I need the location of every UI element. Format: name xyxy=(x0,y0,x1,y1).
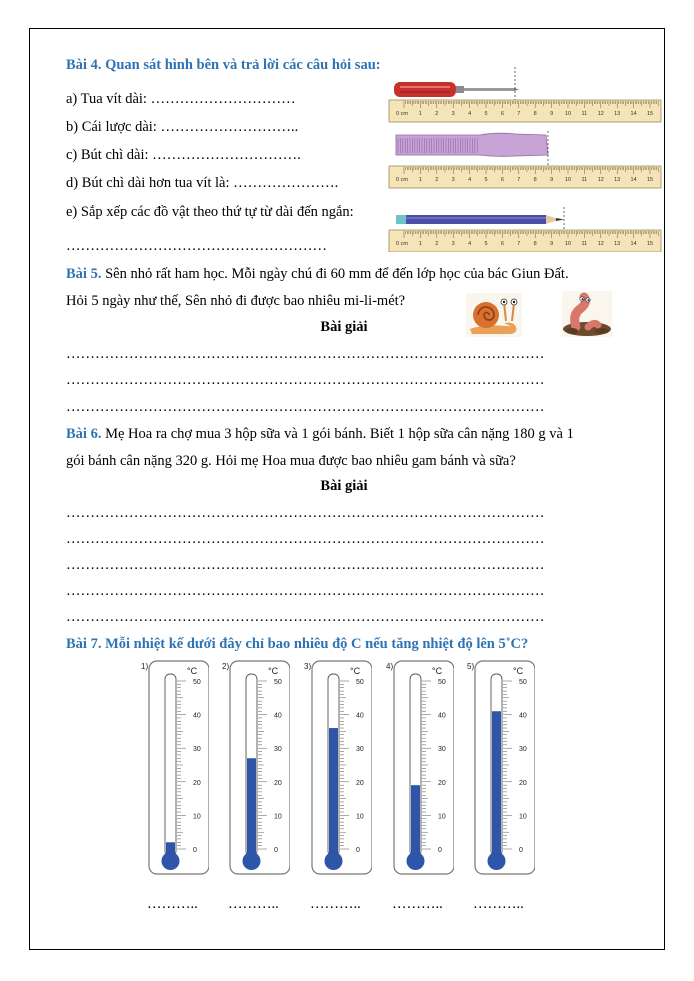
ruler-3-number: 14 xyxy=(630,241,637,247)
thermometer-answer-blank-4: ……….. xyxy=(392,896,443,912)
ruler-3-number: 10 xyxy=(564,241,572,247)
screwdriver-icon xyxy=(394,82,519,97)
ruler-3-number: 11 xyxy=(581,241,588,247)
bai4-line-e: e) Sắp xếp các đồ vật theo thứ tự từ dài đến ngắn: xyxy=(66,204,354,220)
bai4-line-d: d) Bút chì dài hơn tua vít là: …………………. xyxy=(66,175,339,191)
thermometer-label: 2) xyxy=(222,662,230,671)
ruler-3-number: 0 cm xyxy=(396,241,408,247)
thermometer-unit: °C xyxy=(432,666,443,676)
ruler-1-number: 3 xyxy=(451,111,455,117)
ruler-1-number: 7 xyxy=(517,111,521,117)
bai4-line-c: c) Bút chì dài: …………………………. xyxy=(66,147,301,163)
thermometer-scale-label: 40 xyxy=(356,712,364,720)
bai5-text1: Sên nhỏ rất ham học. Mỗi ngày chú đi 60 mm để đến lớp học của bác Giun Đất. xyxy=(101,266,569,282)
thermometer-answer-blank-5: ……….. xyxy=(473,896,524,912)
ruler-2-number: 5 xyxy=(484,177,488,183)
bai5-answer-line-2: ……………………………………………………………………………………… xyxy=(66,372,545,388)
ruler-3 xyxy=(389,230,661,252)
thermometer-scale-label: 0 xyxy=(519,847,523,854)
ruler-3-number: 7 xyxy=(517,241,521,247)
thermometer-bulb xyxy=(243,852,261,870)
ruler-2-number: 2 xyxy=(435,177,439,183)
thermometer-scale-label: 0 xyxy=(274,847,278,854)
thermometer-scale-label: 0 xyxy=(438,847,442,854)
thermometer-scale-label: 10 xyxy=(356,813,364,821)
ruler-1-number: 6 xyxy=(500,111,504,117)
thermometer-mercury xyxy=(247,758,256,856)
thermometer-label: 5) xyxy=(467,662,475,671)
thermometer-scale-label: 20 xyxy=(193,779,201,787)
ruler-2-number: 12 xyxy=(597,177,604,183)
ruler-1 xyxy=(389,100,661,122)
thermometer-scale-label: 30 xyxy=(519,746,527,754)
thermometer-label: 1) xyxy=(141,662,149,671)
thermometer-scale-label: 50 xyxy=(519,679,527,686)
comb-icon xyxy=(396,133,548,156)
ruler-3-number: 2 xyxy=(435,241,439,247)
thermometer-scale-label: 50 xyxy=(274,679,282,686)
bai6-answer-line-2: ……………………………………………………………………………………… xyxy=(66,531,545,547)
thermometer-3 xyxy=(304,660,372,880)
ruler-1-number: 9 xyxy=(550,111,554,117)
thermometer-label: 4) xyxy=(386,662,394,671)
ruler-2-number: 4 xyxy=(468,177,472,183)
thermometer-answer-blank-1: ……….. xyxy=(147,896,198,912)
thermometer-scale-label: 40 xyxy=(438,712,446,720)
ruler-2-number: 15 xyxy=(646,177,654,183)
bai7-title: Bài 7. Mỗi nhiệt kế dưới đây chỉ bao nhiêu độ C nếu tăng nhiệt độ lên 5˚C? xyxy=(66,636,529,652)
ruler-2-number: 11 xyxy=(581,177,588,183)
thermometer-scale-label: 50 xyxy=(193,679,201,686)
thermometer-scale-label: 0 xyxy=(356,847,360,854)
bai4-title: Bài 4. Quan sát hình bên và trả lời các câu hỏi sau: xyxy=(66,57,381,73)
bai6-label: Bài 6. xyxy=(66,426,102,442)
ruler-3-number: 3 xyxy=(451,241,455,247)
bai6-text1: Mẹ Hoa ra chợ mua 3 hộp sữa và 1 gói bánh. Biết 1 hộp sữa cân nặng 180 g và 1 xyxy=(101,426,574,442)
ruler-3-number: 1 xyxy=(418,241,422,247)
ruler-2-number: 13 xyxy=(614,177,621,183)
ruler-2-number: 8 xyxy=(533,177,537,183)
ruler-3-number: 13 xyxy=(614,241,621,247)
ruler-3-number: 5 xyxy=(484,241,488,247)
thermometer-label: 3) xyxy=(304,662,312,671)
ruler-3-number: 12 xyxy=(597,241,604,247)
worm-icon xyxy=(562,291,612,337)
ruler-2-number: 3 xyxy=(451,177,455,183)
ruler-2-number: 1 xyxy=(418,177,422,183)
bai5-text-line1 xyxy=(66,265,569,283)
thermometer-scale-label: 40 xyxy=(519,712,527,720)
bai6-text-line2: gói bánh cân nặng 320 g. Hỏi mẹ Hoa mua được bao nhiêu gam bánh và sữa? xyxy=(66,453,516,469)
thermometer-scale-label: 50 xyxy=(438,679,446,686)
ruler-2-number: 6 xyxy=(500,177,504,183)
thermometer-2 xyxy=(222,660,290,880)
thermometer-scale-label: 10 xyxy=(274,813,282,821)
ruler-1-number: 1 xyxy=(418,111,422,117)
thermometer-bulb xyxy=(407,852,425,870)
snail-icon xyxy=(466,293,522,337)
bai4-line-e-answer: ……………………………………………… xyxy=(66,238,327,254)
ruler-1-number: 0 cm xyxy=(396,111,408,117)
bai5-text-line2: Hỏi 5 ngày như thế, Sên nhỏ đi được bao nhiêu mi-li-mét? xyxy=(66,293,406,309)
pencil-icon xyxy=(396,215,564,224)
ruler-2-number: 9 xyxy=(550,177,554,183)
ruler-1-number: 12 xyxy=(597,111,604,117)
bai6-solution-title: Bài giải xyxy=(320,478,368,494)
thermometer-scale-label: 10 xyxy=(438,813,446,821)
thermometer-scale-label: 30 xyxy=(356,746,364,754)
ruler-1-number: 14 xyxy=(630,111,637,117)
ruler-1-number: 15 xyxy=(646,111,654,117)
bai6-answer-line-3: ……………………………………………………………………………………… xyxy=(66,557,545,573)
thermometer-scale-label: 10 xyxy=(519,813,527,821)
ruler-2-number: 0 cm xyxy=(396,177,408,183)
thermometer-scale-label: 20 xyxy=(519,779,527,787)
ruler-1-number: 2 xyxy=(435,111,439,117)
thermometer-scale-label: 40 xyxy=(274,712,282,720)
thermometer-mercury xyxy=(411,785,420,856)
ruler-1-number: 5 xyxy=(484,111,488,117)
ruler-3-number: 15 xyxy=(646,241,654,247)
bai5-label: Bài 5. xyxy=(66,266,102,282)
ruler-1-number: 11 xyxy=(581,111,588,117)
thermometer-unit: °C xyxy=(513,666,524,676)
bai6-answer-line-5: ……………………………………………………………………………………… xyxy=(66,609,545,625)
thermometer-1 xyxy=(141,660,209,880)
ruler-3-number: 4 xyxy=(468,241,472,247)
ruler-1-number: 10 xyxy=(564,111,572,117)
ruler-2 xyxy=(389,166,661,188)
bai6-answer-line-4: ……………………………………………………………………………………… xyxy=(66,583,545,599)
ruler-2-number: 7 xyxy=(517,177,521,183)
ruler-1-number: 8 xyxy=(533,111,537,117)
bai4-line-a: a) Tua vít dài: ………………………… xyxy=(66,91,296,107)
thermometer-scale-label: 20 xyxy=(274,779,282,787)
thermometer-unit: °C xyxy=(268,666,279,676)
bai6-answer-line-1: ……………………………………………………………………………………… xyxy=(66,505,545,521)
thermometer-scale-label: 30 xyxy=(193,746,201,754)
ruler-3-number: 6 xyxy=(500,241,504,247)
thermometer-scale-label: 30 xyxy=(274,746,282,754)
bai5-answer-line-3: ……………………………………………………………………………………… xyxy=(66,399,545,415)
thermometer-answer-blank-3: ……….. xyxy=(310,896,361,912)
thermometer-scale-label: 20 xyxy=(356,779,364,787)
thermometer-bulb xyxy=(162,852,180,870)
thermometer-unit: °C xyxy=(187,666,198,676)
thermometer-answer-blank-2: ……….. xyxy=(228,896,279,912)
ruler-1-number: 4 xyxy=(468,111,472,117)
bai5-answer-line-1: ……………………………………………………………………………………… xyxy=(66,346,545,362)
thermometer-unit: °C xyxy=(350,666,361,676)
bai4-line-b: b) Cái lược dài: ……………………….. xyxy=(66,119,299,135)
thermometer-4 xyxy=(386,660,454,880)
ruler-1-number: 13 xyxy=(614,111,621,117)
thermometer-mercury xyxy=(329,728,338,856)
thermometer-scale-label: 10 xyxy=(193,813,201,821)
thermometer-mercury xyxy=(492,711,501,856)
thermometer-scale-label: 20 xyxy=(438,779,446,787)
ruler-2-number: 10 xyxy=(564,177,572,183)
bai5-solution-title: Bài giải xyxy=(320,319,368,335)
thermometer-scale-label: 0 xyxy=(193,847,197,854)
bai6-text-line1 xyxy=(66,425,574,443)
ruler-2-number: 14 xyxy=(630,177,637,183)
thermometer-scale-label: 40 xyxy=(193,712,201,720)
thermometer-bulb xyxy=(488,852,506,870)
thermometer-bulb xyxy=(325,852,343,870)
ruler-3-number: 8 xyxy=(533,241,537,247)
ruler-3-number: 9 xyxy=(550,241,554,247)
thermometer-scale-label: 50 xyxy=(356,679,364,686)
thermometer-5 xyxy=(467,660,535,880)
rulers-figure xyxy=(388,62,663,252)
thermometer-scale-label: 30 xyxy=(438,746,446,754)
